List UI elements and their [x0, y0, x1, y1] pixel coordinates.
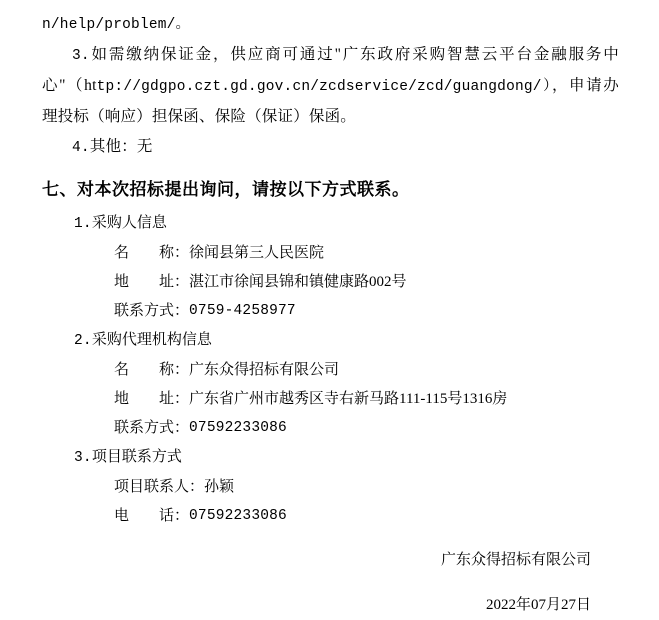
field-value: 07592233086: [189, 420, 287, 436]
section-number: 七、: [42, 180, 77, 199]
group-2-label: 采购代理机构信息: [91, 332, 212, 348]
field-row: [42, 239, 619, 268]
signature-company: 广东众得招标有限公司: [440, 552, 591, 568]
field-value: 孙颖: [204, 479, 235, 495]
field-row: [42, 297, 619, 326]
group-1-label: 采购人信息: [91, 215, 167, 231]
group-1-index: 1.: [74, 216, 92, 232]
paragraph-3: [42, 40, 619, 132]
list-item: [42, 326, 619, 356]
field-key: 地 址：: [114, 274, 190, 290]
paragraph-3-text-a: 如需缴纳保证金，供应商可通过"广东政府采购智慧云平台金融服务中心"（ht: [42, 46, 619, 94]
field-value: 广东众得招标有限公司: [189, 362, 340, 378]
paragraph-4: [42, 132, 619, 163]
paragraph-3-text-d: 担保函、保险（保证）保函。: [151, 108, 357, 125]
field-key: 名 称：: [114, 362, 190, 378]
field-value: 徐闻县第三人民医院: [189, 245, 325, 261]
section-heading: [42, 175, 619, 205]
field-row: [42, 473, 619, 502]
field-value: 湛江市徐闻县锦和镇健康路002号: [189, 274, 407, 290]
group-2-index: 2.: [74, 333, 92, 349]
list-item: [42, 443, 619, 473]
group-3-index: 3.: [74, 450, 92, 466]
field-row: [42, 268, 619, 297]
paragraph-4-number: 4.: [72, 140, 90, 156]
field-value: 07592233086: [189, 508, 287, 524]
paragraph-3-number: 3.: [72, 48, 90, 64]
field-row: [42, 385, 619, 414]
field-key: 项目联系人：: [114, 479, 205, 495]
field-key: 电 话：: [114, 508, 190, 524]
field-row: [42, 414, 619, 443]
section-title: 对本次招标提出询问，请按以下方式联系。: [77, 180, 410, 199]
list-item: [42, 209, 619, 239]
field-key: 联系方式：: [114, 303, 190, 319]
field-key: 地 址：: [114, 391, 190, 407]
field-key: 联系方式：: [114, 420, 190, 436]
signature-date: 2022年07月27日: [485, 597, 591, 613]
paragraph-4-text: 其他：无: [89, 138, 153, 155]
paragraph-3-text-c: ，申请办理投标（响应）: [42, 77, 619, 125]
field-value: 0759-4258977: [189, 303, 296, 319]
top-url-fragment: n/help/problem/。: [42, 17, 191, 33]
paragraph-3-url: tp://gdgpo.czt.gd.gov.cn/zcdservice/zcd/guangdong/）: [96, 79, 552, 95]
field-value: 广东省广州市越秀区寺右新马路111-115号1316房: [189, 391, 508, 407]
field-key: 名 称：: [114, 245, 190, 261]
group-3-label: 项目联系方式: [91, 449, 182, 465]
field-row: [42, 356, 619, 385]
field-row: [42, 502, 619, 531]
